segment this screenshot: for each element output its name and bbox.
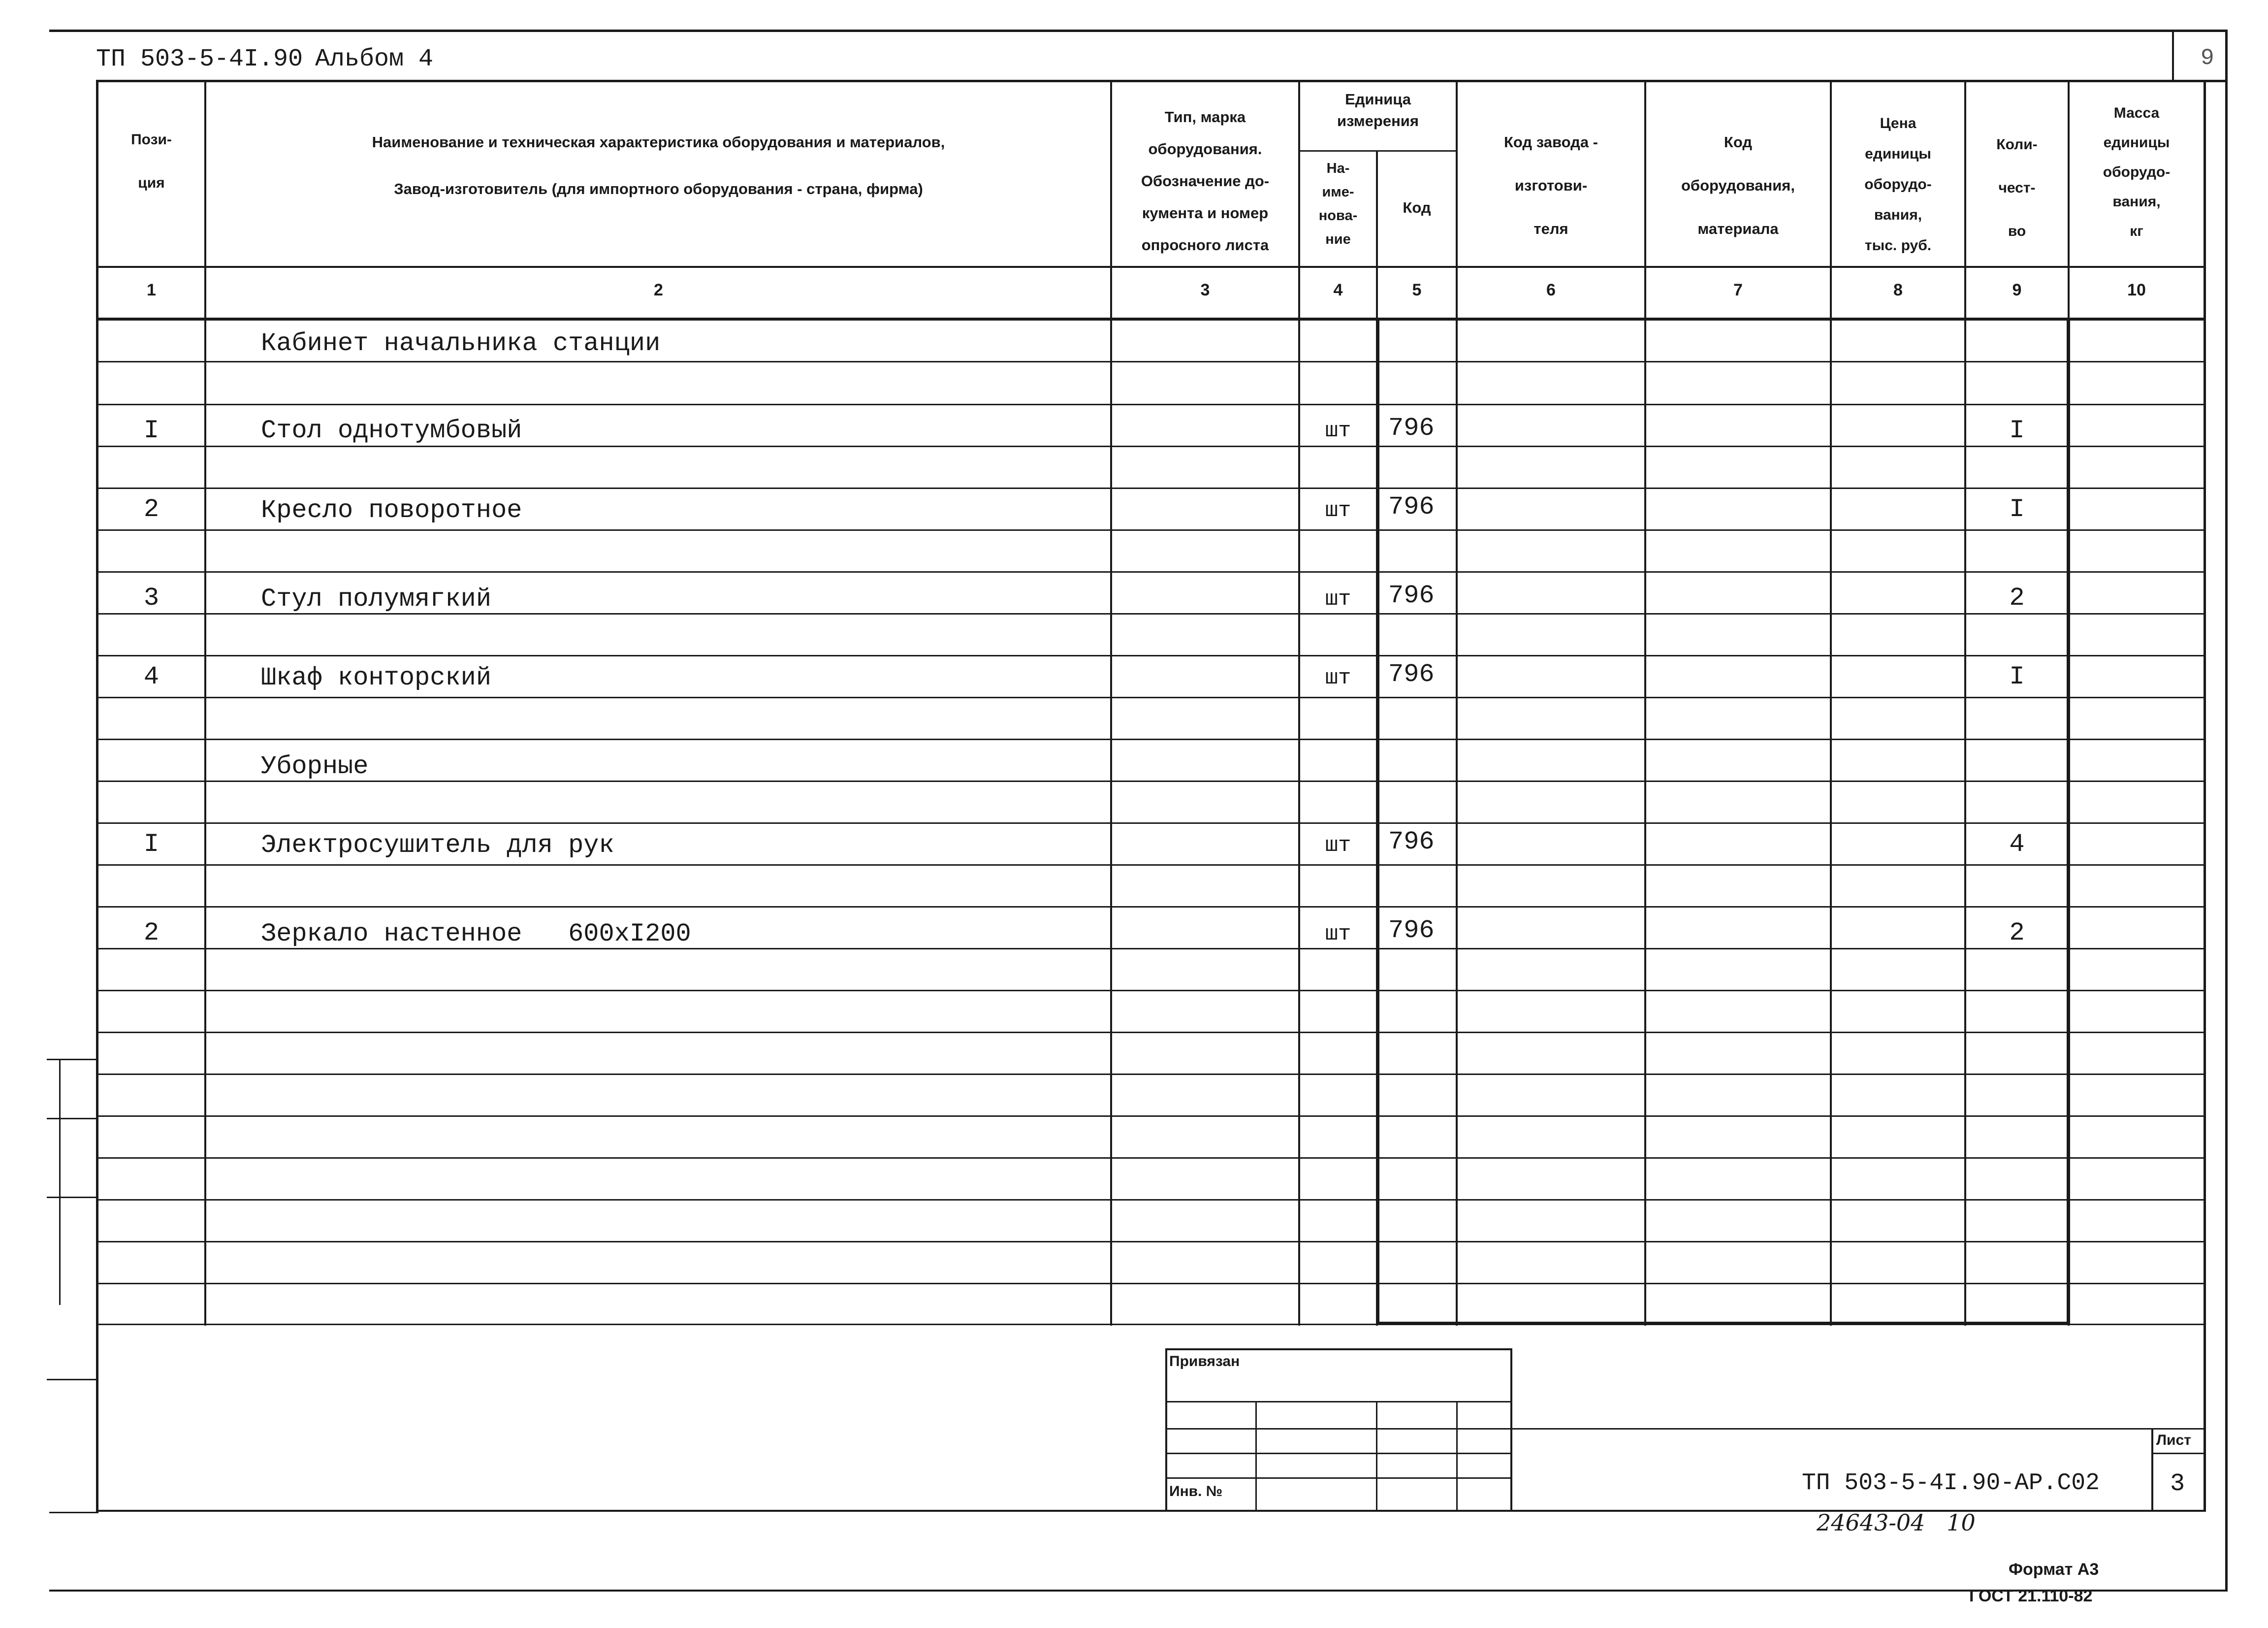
header-quantity: Коли- чест- во <box>1996 136 2038 239</box>
section-heading: Кабинет начальника станции <box>261 329 661 358</box>
column-number: 10 <box>2127 281 2146 299</box>
row-code: 796 <box>1388 660 1435 689</box>
inventory-number-label: Инв. № <box>1169 1483 1223 1499</box>
row-unit: шт <box>1325 666 1351 690</box>
row-code: 796 <box>1388 827 1435 856</box>
column-number: 5 <box>1412 281 1422 299</box>
row-unit: шт <box>1325 833 1351 858</box>
header-name-line2: Завод-изготовитель (для импортного оборудования - страна, фирма) <box>394 180 923 197</box>
column-number: 7 <box>1733 281 1743 299</box>
row-quantity: I <box>2009 662 2025 691</box>
document-code: ТП 503-5-4I.90-АР.С02 <box>1802 1470 2100 1497</box>
sheet-number: 3 <box>2170 1470 2185 1498</box>
row-quantity: 2 <box>2009 584 2025 613</box>
row-name: Зеркало настенное 600хI200 <box>261 919 691 948</box>
column-number: 1 <box>147 281 156 299</box>
row-code: 796 <box>1388 916 1435 945</box>
row-unit: шт <box>1325 419 1351 443</box>
column-number: 6 <box>1546 281 1556 299</box>
row-name: Шкаф конторский <box>261 663 492 692</box>
row-quantity: 4 <box>2009 830 2025 859</box>
row-code: 796 <box>1388 492 1435 521</box>
header-unit-group: Единица измерения <box>1337 91 1419 130</box>
header-unit-code: Код <box>1403 199 1431 216</box>
row-quantity: I <box>2009 416 2025 445</box>
privyazan-label: Привязан <box>1169 1353 1240 1369</box>
column-number: 9 <box>2012 281 2022 299</box>
header-unit-price: Цена единицы оборудо- вания, тыс. руб. <box>1864 115 1932 254</box>
row-position: 2 <box>143 918 160 947</box>
row-position: I <box>143 416 160 445</box>
album-label: Альбом 4 <box>315 45 434 73</box>
header-position: Пози- ция <box>131 131 172 191</box>
row-quantity: I <box>2009 495 2025 524</box>
column-number: 4 <box>1333 281 1343 299</box>
row-position: 3 <box>143 584 160 613</box>
row-position: I <box>143 830 160 859</box>
row-name: Стул полумягкий <box>261 585 492 614</box>
row-unit: шт <box>1325 498 1351 523</box>
gost-label: ГОСТ 21.110-82 <box>1969 1587 2093 1605</box>
row-unit: шт <box>1325 922 1351 946</box>
row-name: Кресло поворотное <box>261 496 522 525</box>
handwritten-number: 24643-04 10 <box>1817 1509 1976 1536</box>
column-number: 8 <box>1893 281 1903 299</box>
header-unit-name: На- име- нова- ние <box>1318 161 1358 247</box>
format-label: Формат А3 <box>2009 1560 2099 1579</box>
row-code: 796 <box>1388 414 1435 443</box>
header-name-line1: Наименование и техническая характеристика оборудования и материалов, <box>372 133 945 151</box>
header-type: Тип, марка оборудования. Обозначение до- кумента и номер опросного листа <box>1141 108 1270 254</box>
header-unit-mass: Масса единицы оборудо- вания, кг <box>2103 105 2171 239</box>
row-code: 796 <box>1388 581 1435 610</box>
row-position: 2 <box>143 495 160 524</box>
column-number: 3 <box>1200 281 1210 299</box>
row-position: 4 <box>143 662 160 691</box>
row-name: Электросушитель для рук <box>261 831 614 860</box>
header-equipment-code: Код оборудования, материала <box>1681 133 1795 237</box>
row-quantity: 2 <box>2009 918 2025 947</box>
document-code-header: ТП 503-5-4I.90 <box>96 45 303 73</box>
sheet-label: Лист <box>2156 1432 2191 1448</box>
section-heading: Уборные <box>261 752 369 781</box>
row-name: Стол однотумбовый <box>261 416 522 445</box>
row-unit: шт <box>1325 587 1351 612</box>
column-number: 2 <box>654 281 663 299</box>
header-factory-code: Код завода - изготови- теля <box>1503 133 1598 237</box>
page-corner-number: 9 <box>2201 45 2214 71</box>
